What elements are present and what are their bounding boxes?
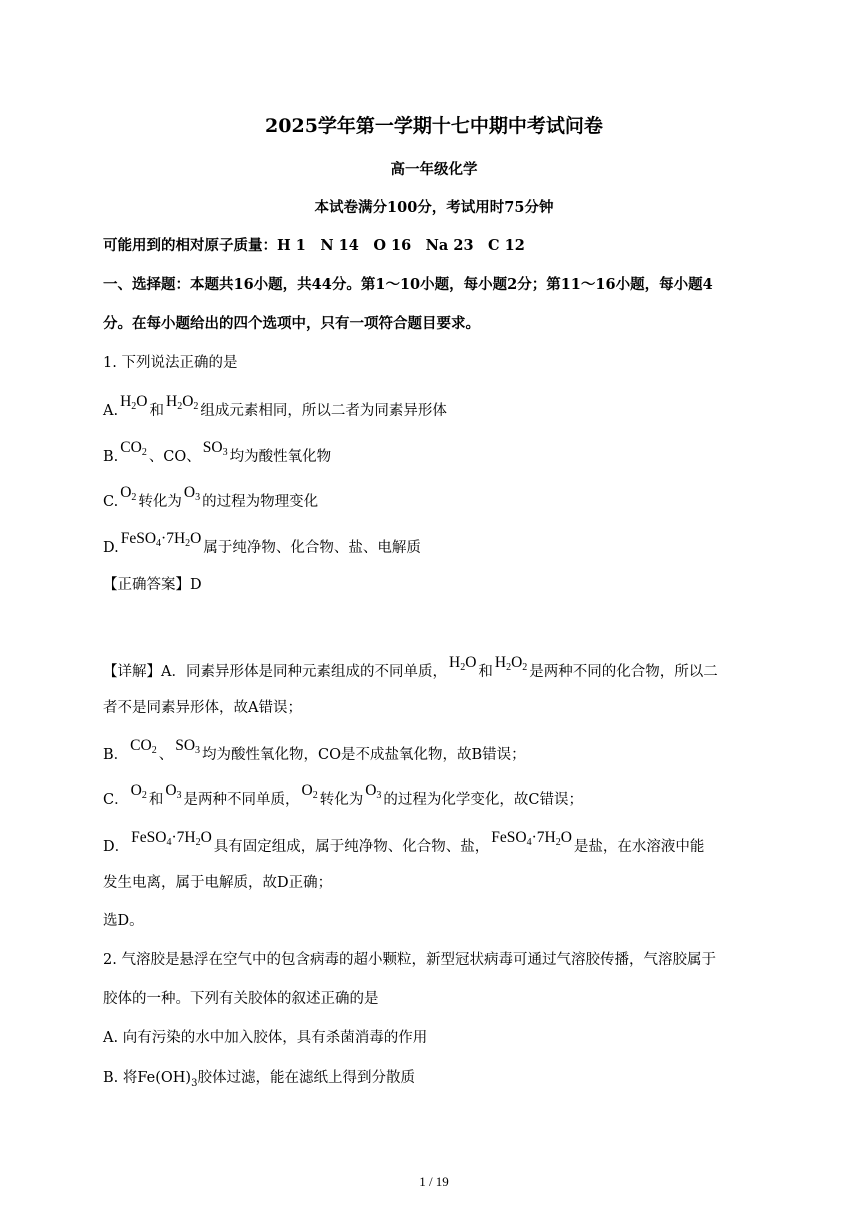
formula-feso4-7h2o: $FeSO_4\cdot 7H_2O$ (491, 829, 572, 848)
explanation-c: C．$O_2$ 和$O_3$ 是两种不同单质，$O_2$ 转化为$O_3$ 的过程为化学变化，故C错误； (103, 782, 584, 808)
explanation-conclusion: 选D。 (103, 913, 144, 929)
formula-co2: $CO_2$ (120, 439, 147, 458)
explanation-b: B．$CO_2$ 、$SO_3$ 均为酸性氧化物，CO是不成盐氧化物，故B错误； (103, 737, 526, 763)
formula-o3: $O_3$ (183, 484, 201, 503)
formula-o3: $O_3$ (365, 782, 382, 801)
formula-o2: $O_2$ (301, 782, 318, 801)
question-2-stem-line2: 胶体的一种。下列有关胶体的叙述正确的是 (103, 991, 379, 1007)
question-1-stem: 1. 下列说法正确的是 (103, 355, 238, 371)
page-title: 2025学年第一学期十七中期中考试问卷 (265, 115, 603, 137)
question-2-stem-line1: 2. 气溶胶是悬浮在空气中的包含病毒的超小颗粒，新型冠状病毒可通过气溶胶传播，气溶胶属于 (103, 952, 716, 968)
exam-info: 本试卷满分100分，考试用时75分钟 (314, 199, 554, 216)
explanation-d-line2: 发生电离，属于电解质，故D正确； (103, 875, 333, 891)
formula-co2: $CO_2$ (130, 737, 157, 756)
question-2-option-a: A. 向有污染的水中加入胶体，具有杀菌消毒的作用 (103, 1030, 428, 1046)
question-1-option-a: $A.H_2O$和$H_2O_2$ 组成元素相同，所以二者为同素异形体 (103, 393, 447, 419)
explanation-a-line2: 者不是同素异形体，故A错误； (103, 700, 302, 716)
page-number: 1 / 19 (419, 1174, 449, 1189)
section-heading-line2: 分。在每小题给出的四个选项中，只有一项符合题目要求。 (103, 315, 480, 332)
formula-h2o2: $H_2O_2$ (166, 393, 199, 412)
formula-o3: $O_3$ (165, 782, 182, 801)
explanation-a-line1: 【详解】A．同素异形体是同种元素组成的不同单质，$H_2O$和$H_2O_2$ 是两种不同的化合物，所以二 (103, 654, 718, 680)
question-1-option-b: $B.CO_2$ 、CO、$SO_3$ 均为酸性氧化物 (103, 439, 332, 465)
formula-feso4-7h2o: $FeSO_4\cdot 7H_2O$ (131, 829, 212, 848)
formula-h2o: $H_2O$ (448, 654, 477, 673)
explanation-d-line1: D．$FeSO_4\cdot 7H_2O$具有固定组成，属于纯净物、化合物、盐，$FeSO_4\cdot 7H_2O$是盐，在水溶液中能 (103, 829, 705, 855)
grade-subject: 高一年级化学 (390, 161, 478, 178)
formula-o2: $O_2$ (120, 484, 137, 503)
formula-feso4-7h2o: $FeSO_4\cdot 7H_2O$ (120, 530, 202, 549)
question-1-answer: 【正确答案】D (103, 577, 202, 593)
question-1-option-c: $C.O_2$ 转化为$O_3$ 的过程为物理变化 (103, 484, 319, 510)
formula-so3: $SO_3$ (175, 737, 201, 756)
question-2-option-b: B. 将$Fe(OH)_3$胶体过滤，能在滤纸上得到分散质 (103, 1070, 415, 1089)
atomic-masses: 可能用到的相对原子质量：H 1 N 14 O 16 Na 23 C 12 (103, 237, 525, 254)
section-heading-line1: 一、选择题：本题共16小题，共44分。第1～10小题，每小题2分；第11～16小题，每小题4 (103, 276, 713, 293)
formula-o2: $O_2$ (130, 782, 147, 801)
question-1-option-d: $D.FeSO_4\cdot 7H_2O$属于纯净物、化合物、盐、电解质 (103, 530, 421, 556)
formula-h2o2: $H_2O_2$ (494, 654, 528, 673)
formula-h2o: $H_2O$ (120, 393, 148, 412)
formula-so3: $SO_3$ (202, 439, 228, 458)
